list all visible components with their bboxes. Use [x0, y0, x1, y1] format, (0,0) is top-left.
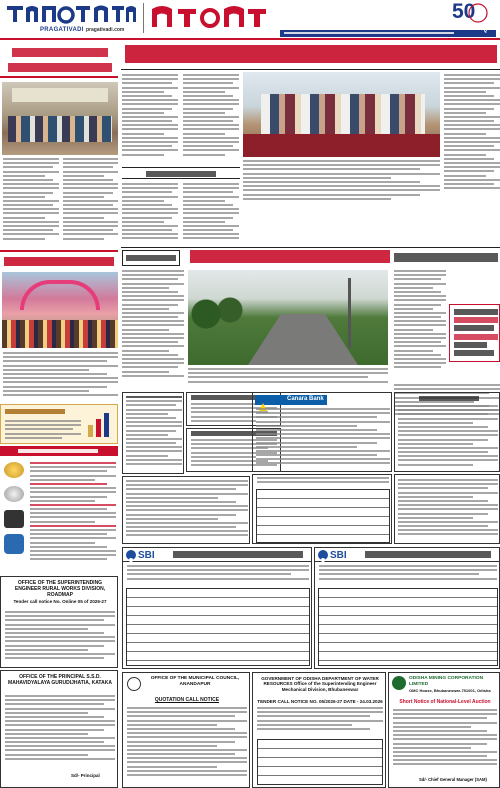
main-right-story — [444, 74, 500, 204]
omc-logo-icon — [392, 676, 406, 690]
tender-table — [256, 489, 390, 543]
highway-story-col — [122, 270, 184, 388]
main-headline-text — [125, 45, 497, 65]
section-title-glyphs — [150, 3, 270, 31]
highway-kicker-text — [126, 255, 176, 263]
omc-notice — [388, 672, 500, 788]
anniversary-logo — [446, 2, 492, 26]
rate-coin-silver — [4, 486, 24, 502]
left-story-col1 — [3, 158, 59, 248]
municipal-notice — [122, 672, 250, 788]
water-resources-notice — [252, 672, 386, 788]
highway-rule — [121, 247, 500, 248]
sbi-left-table — [126, 588, 310, 666]
main-story-col1 — [122, 74, 178, 164]
highway-road-photo — [188, 270, 388, 365]
left-headline — [0, 42, 118, 78]
canara-notice-text — [256, 408, 390, 470]
sbi-right-table — [318, 588, 498, 666]
photo-trees — [188, 294, 248, 334]
water-table — [257, 739, 383, 785]
sub-story-col2 — [183, 183, 239, 245]
sbi-left-logo — [126, 550, 136, 560]
masthead-logo — [4, 2, 139, 26]
left-mid-headline-text — [4, 257, 114, 269]
sub-headline-text — [146, 171, 216, 178]
omc-address: OMC House, Bhubaneswar-751001, Odisha — [409, 688, 491, 693]
right-notice-2-text — [398, 479, 498, 541]
sbi-right-text: SBI — [330, 550, 347, 561]
masthead — [0, 0, 500, 38]
right-callout — [449, 304, 500, 362]
canara-bank-name: Canara Bank — [287, 396, 324, 402]
rates-header-text — [18, 449, 98, 454]
masthead-date-text — [284, 32, 454, 36]
center-brief-box-3 — [122, 392, 184, 474]
left-rates-box — [0, 446, 118, 574]
sbi-right-text-block — [319, 565, 497, 585]
highway-kicker — [122, 250, 180, 266]
masthead-divider — [143, 3, 144, 33]
omc-notice-title: Short Notice of National-Level Auction — [399, 699, 491, 705]
canara-triangle-icon — [259, 396, 267, 404]
right-kicker — [394, 250, 500, 266]
left-top-photo — [2, 82, 118, 155]
masthead-rule — [0, 38, 500, 40]
main-headline-rule — [121, 69, 500, 70]
water-office-title: GOVERNMENT OF ODISHA DEPARTMENT OF WATER RESOURCES Office of the Superintending Engineer Mechanical Division, Bhubaneswar — [261, 676, 379, 692]
center-notice-3-text — [126, 480, 248, 542]
municipal-office-title: OFFICE OF THE MUNICIPAL COUNCIL, ANANDAPUR — [150, 676, 240, 687]
principal-signature: Sd/- Principal — [71, 773, 100, 778]
masthead-brand-en: PRAGATIVADI — [40, 27, 84, 33]
sbi-left-text-block — [127, 565, 309, 585]
left-market-title — [5, 409, 65, 416]
photo-decor-arch — [20, 280, 100, 310]
tender-table-title — [257, 477, 389, 487]
left-market-box — [0, 404, 118, 444]
left-headline-line1 — [12, 48, 108, 60]
masthead-logo-glyphs — [4, 2, 139, 26]
sbi-left-text: SBI — [138, 550, 155, 561]
main-meeting-photo — [243, 72, 440, 157]
legal-notice-text — [398, 405, 498, 471]
tender-table-notice — [252, 474, 392, 544]
photo-people-row — [8, 116, 112, 142]
sbi-notice-left — [122, 547, 312, 669]
rwd-tender-notice — [0, 576, 118, 668]
rate-coin-gold — [4, 462, 24, 478]
left-story-col2 — [63, 158, 118, 248]
center-notice-3 — [122, 476, 250, 544]
legal-notice-title — [419, 396, 479, 402]
rate-gas-icon — [4, 534, 24, 554]
sbi-left-title — [173, 551, 303, 559]
rwd-office-title: OFFICE OF THE SUPERINTENDING ENGINEER RURAL WORKS DIVISION, ROADMAP — [14, 580, 106, 598]
sub-story-col1 — [122, 183, 178, 245]
main-headline — [121, 42, 500, 68]
rwd-tender-body — [5, 611, 115, 665]
brief-3-text — [126, 396, 182, 472]
photo-caption-row — [243, 160, 440, 205]
left-headline-line2 — [8, 63, 112, 75]
right-callout-text — [454, 309, 498, 359]
right-story-top — [394, 270, 446, 380]
right-notice-2 — [394, 474, 500, 544]
market-chart-icon — [85, 409, 115, 439]
water-body — [257, 707, 383, 737]
left-festival-photo — [2, 272, 118, 348]
photo-banner — [12, 88, 108, 102]
omc-signature: Sd/- Chief General Manager (SAM) — [419, 777, 487, 782]
principal-body — [5, 695, 115, 769]
water-tender-title: TENDER CALL NOTICE NO. 05/2026-27 DATE - 24.03.2026 — [257, 699, 383, 704]
sub-headline-box — [122, 167, 240, 179]
highway-caption — [188, 368, 388, 388]
rwd-tender-title: Tender call notice No. Online 05 of 2026-27 — [13, 599, 107, 604]
highway-headline — [190, 250, 390, 266]
masthead-page-no: ୧ — [484, 29, 488, 35]
canara-bank-notice — [252, 392, 392, 472]
omc-office-title: ODISHA MINING CORPORATION LIMITED — [409, 676, 484, 687]
left-mid-headline — [0, 250, 118, 270]
photo-officials — [261, 94, 425, 134]
municipal-emblem-icon — [127, 677, 141, 691]
municipal-body — [127, 707, 247, 785]
rates-values — [30, 462, 116, 566]
anniversary-number: 50 — [452, 0, 476, 23]
photo-crowd — [2, 320, 118, 348]
municipal-ad-title: QUOTATION CALL NOTICE — [154, 697, 220, 703]
photo-table — [243, 134, 440, 157]
right-kicker-text — [394, 253, 498, 263]
left-market-rows — [5, 420, 81, 442]
principal-notice — [0, 670, 118, 788]
principal-office-title: OFFICE OF THE PRINCIPAL S.S.D. MAHAVIDYALAYA GURUDIJHATIA, KATAKA — [8, 674, 112, 686]
photo-road — [248, 314, 358, 365]
omc-body — [393, 709, 497, 773]
main-story-col2 — [183, 74, 239, 164]
sbi-notice-right — [314, 547, 500, 669]
right-legal-notice — [394, 392, 500, 472]
photo-pole — [348, 278, 351, 348]
left-festival-story — [3, 352, 118, 402]
rate-fuel-icon — [4, 510, 24, 528]
sbi-right-logo — [318, 550, 328, 560]
masthead-web: pragativadi.com — [86, 27, 125, 33]
sbi-right-title — [365, 551, 491, 559]
